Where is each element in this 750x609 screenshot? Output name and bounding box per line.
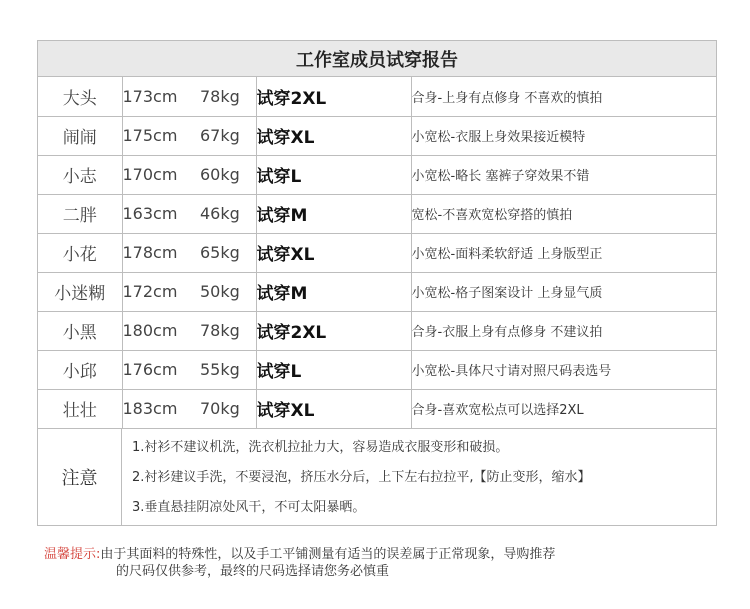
trial-size: 试穿L [256, 155, 411, 194]
fit-table-body [38, 77, 716, 428]
table-row [38, 311, 716, 350]
warm-tip-label: 温馨提示: [44, 547, 101, 562]
care-notes-label: 注意 [38, 429, 122, 525]
member-weight: 78kg [200, 77, 256, 116]
member-weight: 70kg [200, 389, 256, 428]
member-height: 178cm [122, 233, 200, 272]
care-note-item: 1.衬衫不建议机洗，洗衣机拉扯力大，容易造成衣服变形和破损。 [132, 439, 509, 455]
care-note-item: 2.衬衫建议手洗，不要浸泡，挤压水分后，上下左右拉拉平,【防止变形，缩水】 [132, 469, 591, 485]
warm-tip-text-1: 由于其面料的特殊性，以及手工平铺测量有适当的误差属于正常现象，导购推荐 [100, 547, 556, 562]
member-weight: 78kg [200, 311, 256, 350]
member-name: 小邱 [38, 350, 122, 389]
table-row [38, 77, 716, 116]
fit-note: 合身-衣服上身有点修身 不建议拍 [411, 311, 716, 350]
trial-size: 试穿2XL [256, 311, 411, 350]
member-height: 180cm [122, 311, 200, 350]
warm-tip-line-2: 的尺码仅供参考，最终的尺码选择请您务必慎重 [116, 564, 390, 579]
member-name: 小迷糊 [38, 272, 122, 311]
fit-note: 合身-喜欢宽松点可以选择2XL [411, 389, 716, 428]
member-name: 闹闹 [38, 116, 122, 155]
trial-size: 试穿XL [256, 233, 411, 272]
warm-tip-line-1 [44, 546, 555, 563]
table-row [38, 194, 716, 233]
member-name: 小花 [38, 233, 122, 272]
trial-size: 试穿L [256, 350, 411, 389]
care-note-item: 3.垂直悬挂阴凉处风干，不可太阳暴晒。 [132, 499, 366, 515]
table-row [38, 350, 716, 389]
fit-note: 小宽松-格子图案设计 上身显气质 [411, 272, 716, 311]
care-notes-list [122, 429, 591, 525]
care-notes [38, 429, 716, 525]
fit-note: 合身-上身有点修身 不喜欢的慎拍 [411, 77, 716, 116]
member-name: 小志 [38, 155, 122, 194]
fit-report-sheet [37, 40, 717, 526]
trial-size: 试穿XL [256, 116, 411, 155]
member-height: 173cm [122, 77, 200, 116]
table-row [38, 116, 716, 155]
warm-tip [44, 546, 555, 580]
report-title: 工作室成员试穿报告 [38, 41, 716, 77]
member-weight: 65kg [200, 233, 256, 272]
fit-note: 小宽松-具体尺寸请对照尺码表选号 [411, 350, 716, 389]
table-row [38, 233, 716, 272]
fit-table [38, 77, 716, 429]
member-height: 172cm [122, 272, 200, 311]
trial-size: 试穿M [256, 194, 411, 233]
member-weight: 55kg [200, 350, 256, 389]
member-height: 176cm [122, 350, 200, 389]
member-name: 大头 [38, 77, 122, 116]
fit-note: 小宽松-衣服上身效果接近模特 [411, 116, 716, 155]
table-row [38, 272, 716, 311]
member-height: 170cm [122, 155, 200, 194]
member-weight: 46kg [200, 194, 256, 233]
fit-note: 宽松-不喜欢宽松穿搭的慎拍 [411, 194, 716, 233]
member-weight: 50kg [200, 272, 256, 311]
table-row [38, 389, 716, 428]
member-height: 175cm [122, 116, 200, 155]
member-height: 183cm [122, 389, 200, 428]
member-weight: 60kg [200, 155, 256, 194]
table-row [38, 155, 716, 194]
trial-size: 试穿XL [256, 389, 411, 428]
member-name: 壮壮 [38, 389, 122, 428]
member-name: 二胖 [38, 194, 122, 233]
member-name: 小黑 [38, 311, 122, 350]
fit-note: 小宽松-面料柔软舒适 上身版型正 [411, 233, 716, 272]
trial-size: 试穿2XL [256, 77, 411, 116]
member-height: 163cm [122, 194, 200, 233]
fit-note: 小宽松-略长 塞裤子穿效果不错 [411, 155, 716, 194]
trial-size: 试穿M [256, 272, 411, 311]
member-weight: 67kg [200, 116, 256, 155]
